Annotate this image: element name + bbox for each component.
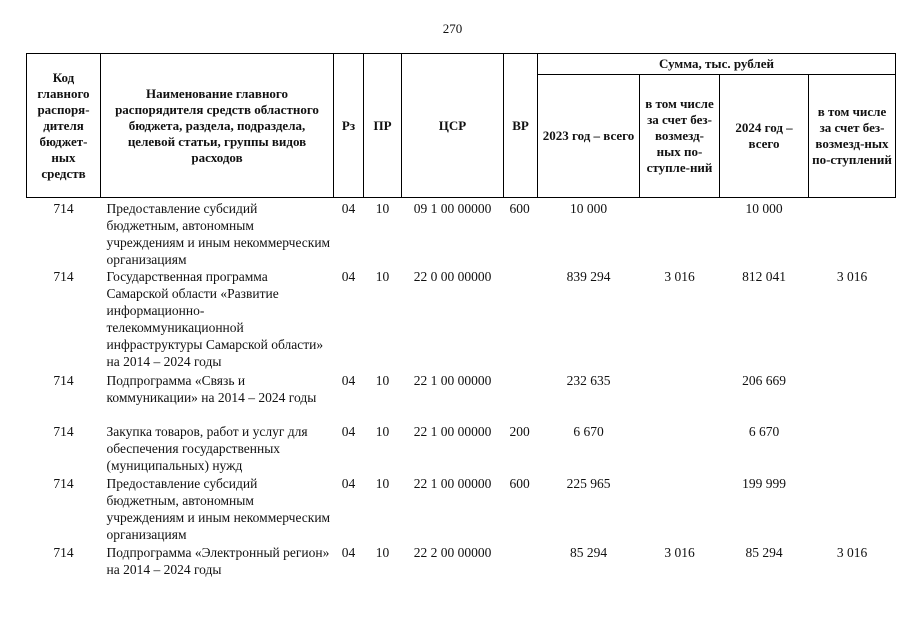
header-code: Код главного распоря-дителя бюджет-ных средств xyxy=(27,54,101,198)
cell-vr xyxy=(504,372,538,423)
cell-name: Подпрограмма «Связь и коммуникации» на 2014 – 2024 годы xyxy=(106,373,317,405)
cell-rz: 04 xyxy=(341,201,356,216)
cell-name: Закупка товаров, работ и услуг для обеспечения государственных (муниципальных) нужд xyxy=(106,424,308,473)
cell-name: Предоставление субсидий бюджетным, автономным учреждениям и иным некоммерческим организациям xyxy=(106,476,331,542)
cell-2023-total: 6 670 xyxy=(573,424,604,439)
cell-rz: 04 xyxy=(341,373,356,388)
page-number: 270 xyxy=(442,21,463,36)
cell-2023-total: 85 294 xyxy=(569,545,608,560)
header-rz: Рз xyxy=(334,54,364,198)
table-row xyxy=(27,268,896,372)
header-2024-free: в том числе за счет без-возмезд-ных по-ступлений xyxy=(809,75,896,198)
table-row xyxy=(27,372,896,423)
header-csr: ЦСР xyxy=(402,54,504,198)
cell-name: Государственная программа Самарской области «Развитие информационно-телекоммуникационной инфраструктуры Самарской области» на 2014 – 2024 годы xyxy=(106,269,324,369)
cell-pr: 10 xyxy=(375,424,390,439)
cell-2024-total: 812 041 xyxy=(742,269,786,284)
cell-csr: 22 1 00 00000 xyxy=(413,373,492,388)
cell-csr: 22 0 00 00000 xyxy=(413,269,492,284)
cell-2024-free xyxy=(809,198,896,269)
cell-2023-total: 232 635 xyxy=(566,373,611,388)
header-vr: ВР xyxy=(504,54,538,198)
cell-code: 714 xyxy=(53,476,74,491)
cell-name: Подпрограмма «Электронный регион» на 2014 – 2024 годы xyxy=(106,545,330,577)
cell-2024-total: 6 670 xyxy=(748,424,780,439)
cell-2023-free xyxy=(640,372,720,423)
budget-table xyxy=(26,53,896,584)
cell-rz: 04 xyxy=(341,424,356,439)
cell-name: Предоставление субсидий бюджетным, автономным учреждениям и иным некоммерческим организациям xyxy=(106,201,331,267)
cell-code: 714 xyxy=(53,373,74,388)
cell-pr: 10 xyxy=(375,373,390,388)
budget-table-container xyxy=(26,53,895,584)
header-2023-free: в том числе за счет без-возмезд-ных по-ступле-ний xyxy=(640,75,720,198)
cell-csr: 09 1 00 00000 xyxy=(413,201,492,216)
cell-2024-free: 3 016 xyxy=(836,269,868,284)
cell-2023-free: 3 016 xyxy=(664,269,695,284)
cell-2024-free xyxy=(809,372,896,423)
cell-code: 714 xyxy=(53,545,74,560)
cell-pr: 10 xyxy=(375,545,390,560)
cell-2024-total: 85 294 xyxy=(745,545,783,560)
cell-2024-free xyxy=(809,423,896,475)
cell-csr: 22 1 00 00000 xyxy=(413,424,492,439)
cell-2024-total: 10 000 xyxy=(745,201,783,216)
cell-code: 714 xyxy=(53,424,74,439)
cell-rz: 04 xyxy=(341,545,356,560)
header-pr: ПР xyxy=(364,54,402,198)
header-2023-total: 2023 год – всего xyxy=(538,75,640,198)
table-header xyxy=(27,54,896,198)
cell-rz: 04 xyxy=(341,269,356,284)
cell-pr: 10 xyxy=(375,476,390,491)
table-row xyxy=(27,544,896,584)
cell-vr xyxy=(504,544,538,584)
cell-2024-total: 199 999 xyxy=(742,476,786,491)
cell-code: 714 xyxy=(53,201,74,216)
cell-rz: 04 xyxy=(341,476,356,491)
cell-vr: 600 xyxy=(509,476,530,491)
table-row xyxy=(27,198,896,269)
cell-vr: 600 xyxy=(509,201,530,216)
cell-code: 714 xyxy=(53,269,74,284)
cell-2024-total: 206 669 xyxy=(742,373,786,388)
cell-2023-total: 10 000 xyxy=(569,201,608,216)
cell-2024-free: 3 016 xyxy=(836,545,868,560)
cell-2023-total: 839 294 xyxy=(566,269,611,284)
cell-2023-total: 225 965 xyxy=(566,476,611,491)
cell-2023-free xyxy=(640,475,720,544)
table-row xyxy=(27,475,896,544)
cell-vr: 200 xyxy=(509,424,530,439)
cell-csr: 22 2 00 00000 xyxy=(413,545,492,560)
cell-2023-free: 3 016 xyxy=(664,545,695,560)
cell-pr: 10 xyxy=(375,201,390,216)
cell-2024-free xyxy=(809,475,896,544)
table-body xyxy=(27,198,896,585)
header-sum-group: Сумма, тыс. рублей xyxy=(538,54,896,75)
table-row xyxy=(27,423,896,475)
cell-2023-free xyxy=(640,423,720,475)
cell-csr: 22 1 00 00000 xyxy=(413,476,492,491)
cell-2023-free xyxy=(640,198,720,269)
cell-pr: 10 xyxy=(375,269,390,284)
cell-vr xyxy=(504,268,538,372)
header-2024-total: 2024 год – всего xyxy=(720,75,809,198)
header-name: Наименование главного распорядителя средств областного бюджета, раздела, подраздела, целевой статьи, группы видов расходов xyxy=(101,54,334,198)
